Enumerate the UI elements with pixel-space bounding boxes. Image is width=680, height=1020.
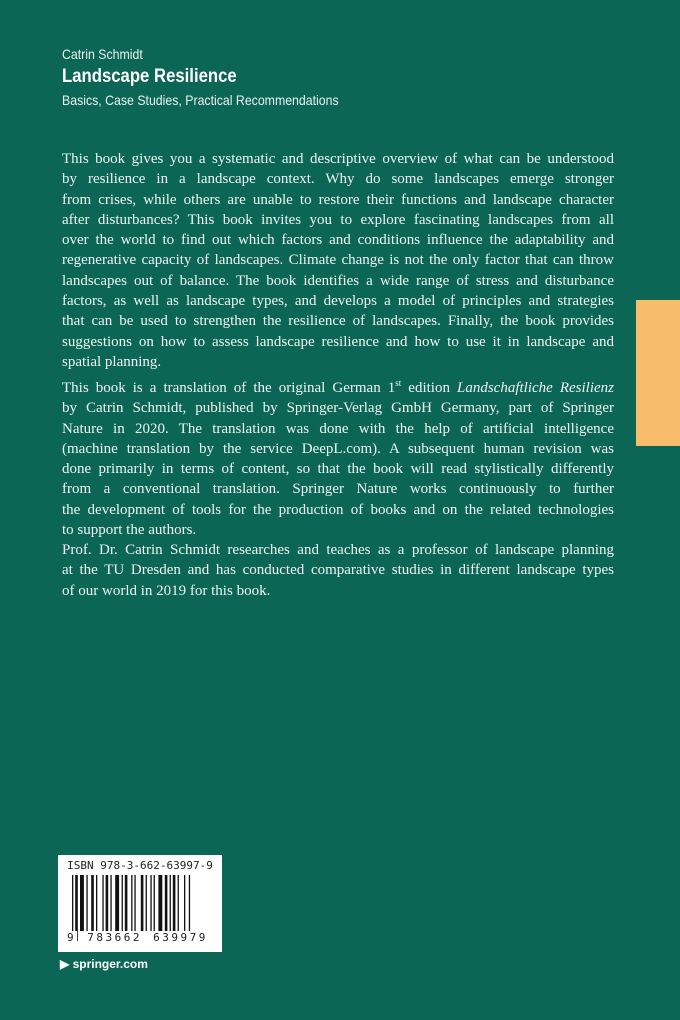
barcode-bar: [178, 875, 179, 931]
website-link[interactable]: [60, 957, 148, 971]
original-title: Landschaftliche Resilienz: [456, 380, 614, 396]
text-line: landscapes out of balance. The book identifies a wide range of stress and disturbance: [62, 272, 614, 289]
isbn-barcode: [58, 855, 222, 952]
barcode-bar: [115, 875, 119, 931]
text-line: regenerative capacity of landscapes. Climate change is not the only factor that can throw: [62, 252, 614, 269]
author-bio-paragraph: [62, 540, 614, 601]
barcode-bar: [91, 875, 94, 931]
barcode-bar: [146, 875, 147, 931]
barcode-bar: [80, 875, 84, 931]
text-line: that can be used to strengthen the resilience of landscapes. Finally, the book provides: [62, 313, 614, 330]
text-line: Prof. Dr. Catrin Schmidt researches and teaches as a professor of landscape planning: [62, 542, 614, 558]
text-line: to support the authors.: [62, 522, 197, 539]
text: This book is a translation of the original German 1: [62, 380, 396, 396]
book-title: Landscape Resilience: [62, 66, 237, 87]
text-line: factors, as well as landscape types, and develops a model of principles and strategies: [62, 293, 614, 310]
translation-paragraph: [62, 378, 614, 540]
text-line: from a conventional translation. Springer Nature works continuously to further: [62, 481, 614, 498]
spine-color-tab: [636, 300, 680, 446]
barcode-bar: [173, 875, 176, 931]
text-line: This book gives you a systematic and descriptive overview of what can be understood: [62, 151, 614, 167]
barcode-bar: [102, 875, 103, 931]
website-label: springer.com: [72, 957, 148, 971]
isbn-text: ISBN 978-3-662-63997-9: [67, 859, 213, 872]
description-paragraph: [62, 149, 614, 372]
text-line: over the world to find out which factors and conditions influence the adaptability and: [62, 232, 614, 249]
barcode-bar: [106, 875, 109, 931]
barcode-bar: [96, 875, 97, 931]
barcode-bar: [184, 875, 185, 931]
barcode-bar: [165, 875, 168, 931]
barcode-bar: [86, 875, 87, 931]
digit-group: 639979: [153, 931, 208, 944]
cover-header: [62, 44, 376, 110]
barcode-bar: [141, 875, 144, 931]
text-line: suggestions on how to assess landscape resilience and how to use it in landscape and: [62, 333, 614, 350]
text-line: spatial planning.: [62, 353, 162, 370]
text-line: of our world in 2019 for this book.: [62, 582, 271, 599]
barcode-bar: [122, 875, 123, 931]
play-arrow-icon: ▶: [60, 957, 70, 971]
text-line: after disturbances? This book invites you to explore fascinating landscapes from all: [62, 211, 614, 228]
digit-group: 783662: [87, 931, 142, 944]
barcode-bar: [125, 875, 128, 931]
book-subtitle: Basics, Case Studies, Practical Recommendations: [62, 92, 339, 108]
text-line: done primarily in terms of content, so that the book will read stylistically differently: [62, 461, 614, 478]
text-line: Nature in 2020. The translation was done with the help of artificial intelligence: [62, 420, 614, 437]
author-name: Catrin Schmidt: [62, 46, 143, 62]
barcode-bar: [110, 875, 111, 931]
text-line: (machine translation by the service DeepL.com). A subsequent human revision was: [62, 440, 614, 457]
barcode-bar: [150, 875, 151, 931]
text-line: from crises, while others are unable to restore their functions and landscape character: [62, 191, 614, 208]
text: edition: [401, 380, 457, 396]
superscript: st: [395, 378, 402, 388]
barcode-digits: [66, 931, 216, 944]
digit-group: 9: [67, 931, 77, 944]
barcode-bar: [154, 875, 155, 931]
barcode-bar: [170, 875, 171, 931]
text-line: by resilience in a landscape context. Why do some landscapes emerge stronger: [62, 171, 614, 188]
text-line: the development of tools for the production of books and on the related technologies: [62, 501, 614, 518]
text-line: by Catrin Schmidt, published by Springer-Verlag GmbH Germany, part of Springer: [62, 400, 614, 417]
text-line: at the TU Dresden and has conducted comparative studies in different landscape types: [62, 562, 614, 579]
barcode-bar: [158, 875, 162, 931]
translation-first-line: [62, 378, 614, 398]
barcode-bar: [134, 875, 135, 931]
